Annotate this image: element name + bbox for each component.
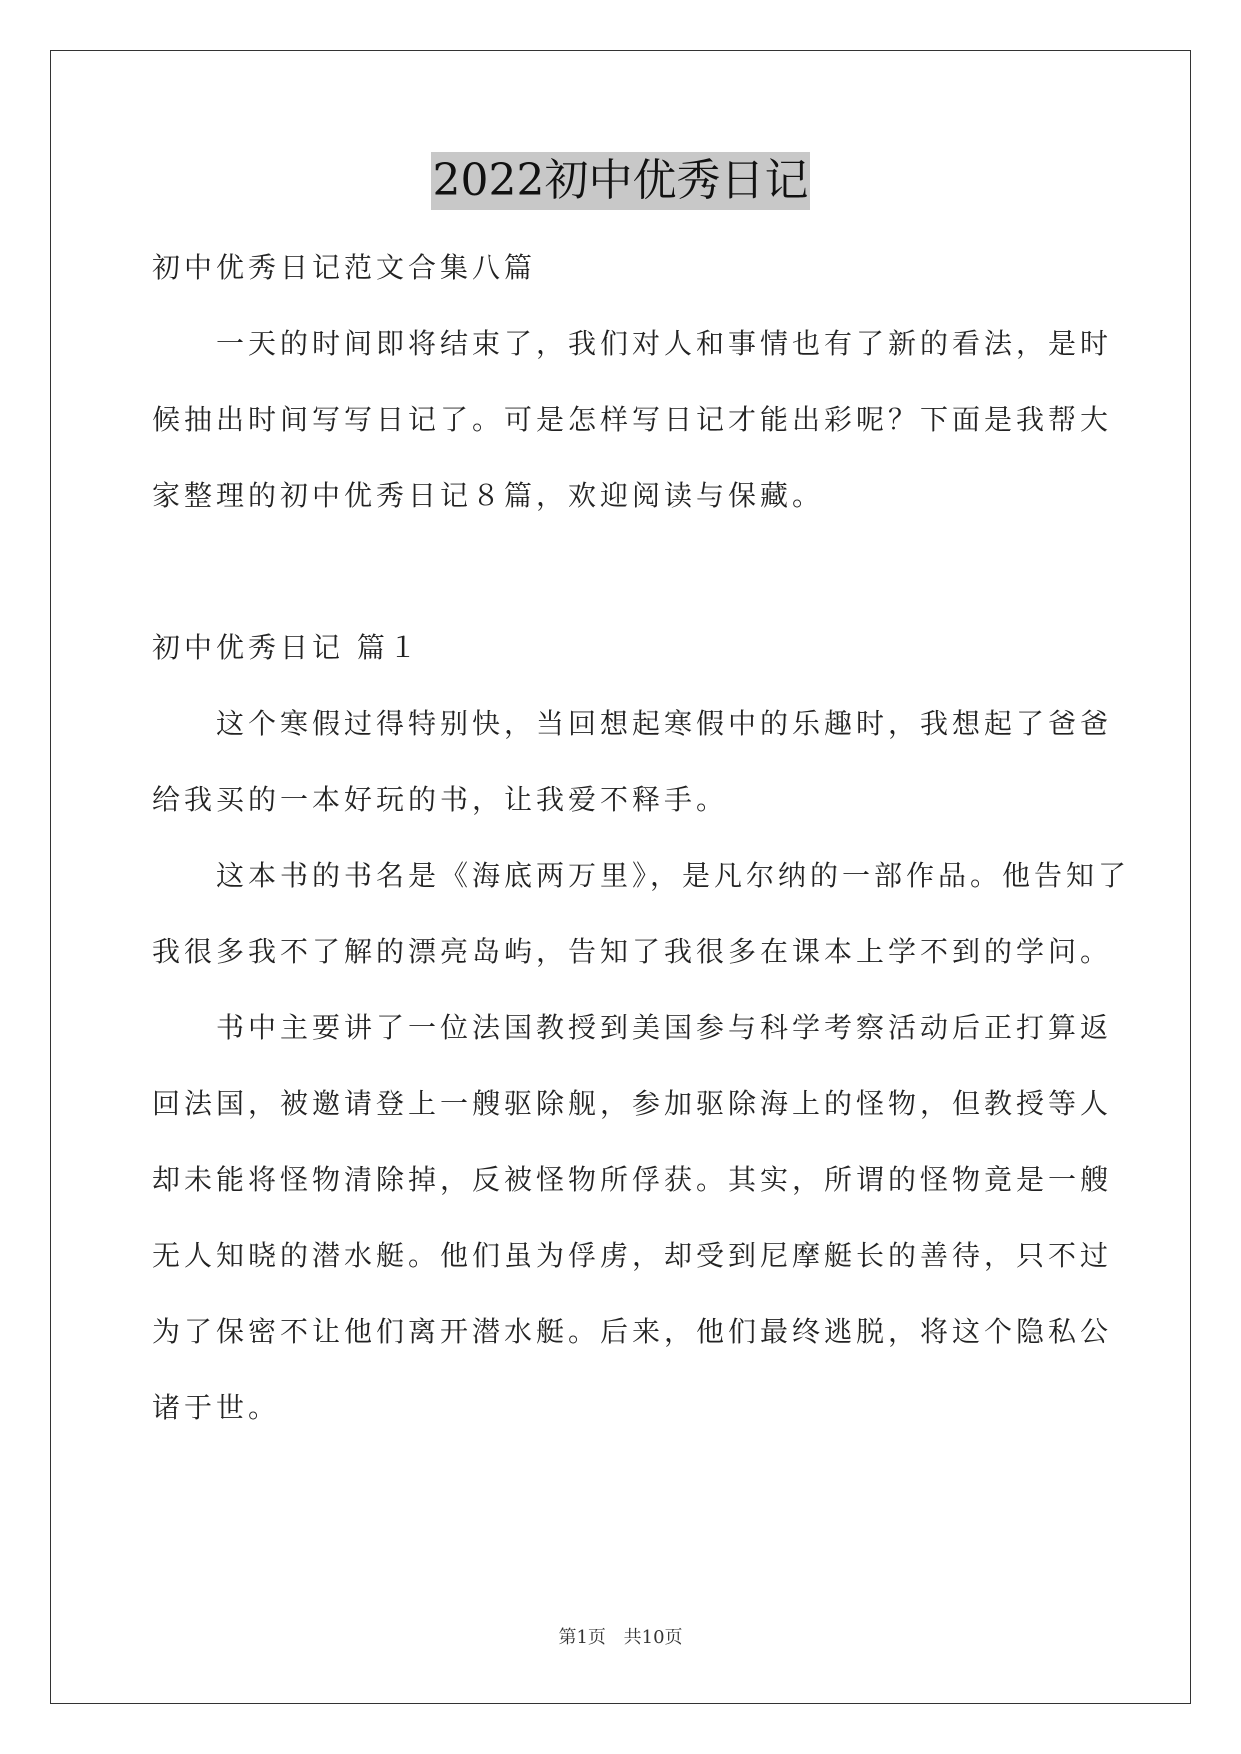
section-spacer	[152, 534, 1092, 610]
paragraph-line: 给我买的一本好玩的书，让我爱不释手。	[152, 783, 729, 816]
paragraph-2	[152, 838, 1131, 990]
paragraph-line: 却未能将怪物清除掉，反被怪物所俘获。其实，所谓的怪物竟是一艘	[152, 1163, 1113, 1196]
page-number: 第1页	[558, 1627, 606, 1648]
document-title: 2022初中优秀日记	[431, 152, 811, 210]
paragraph-line: 候抽出时间写写日记了。可是怎样写日记才能出彩呢？下面是我帮大	[152, 403, 1113, 436]
paragraph-line: 无人知晓的潜水艇。他们虽为俘虏，却受到尼摩艇长的善待，只不过	[152, 1239, 1113, 1272]
paragraph-3	[152, 990, 1113, 1446]
total-pages: 共10页	[623, 1627, 683, 1648]
title-container	[0, 152, 1241, 210]
paragraph-line: 这本书的书名是《海底两万里》，是凡尔纳的一部作品。他告知了	[216, 859, 1131, 892]
paragraph-line: 我很多我不了解的漂亮岛屿，告知了我很多在课本上学不到的学问。	[152, 935, 1113, 968]
paragraph-line: 回法国，被邀请登上一艘驱除舰，参加驱除海上的怪物，但教授等人	[152, 1087, 1113, 1120]
page-footer	[0, 1623, 1241, 1649]
paragraph-1	[152, 686, 1113, 838]
document-subtitle: 初中优秀日记范文合集八篇	[152, 251, 537, 284]
paragraph-line: 为了保密不让他们离开潜水艇。后来，他们最终逃脱，将这个隐私公	[152, 1315, 1113, 1348]
paragraph-line: 一天的时间即将结束了，我们对人和事情也有了新的看法，是时	[216, 327, 1113, 360]
section-heading: 初中优秀日记 篇１	[152, 631, 421, 664]
paragraph-line: 书中主要讲了一位法国教授到美国参与科学考察活动后正打算返	[216, 1011, 1113, 1044]
document-body	[152, 230, 1131, 1446]
paragraph-line: 诸于世。	[152, 1391, 281, 1424]
intro-paragraph	[152, 306, 1113, 534]
paragraph-line: 这个寒假过得特别快，当回想起寒假中的乐趣时，我想起了爸爸	[216, 707, 1113, 740]
paragraph-line: 家整理的初中优秀日记８篇，欢迎阅读与保藏。	[152, 479, 825, 512]
